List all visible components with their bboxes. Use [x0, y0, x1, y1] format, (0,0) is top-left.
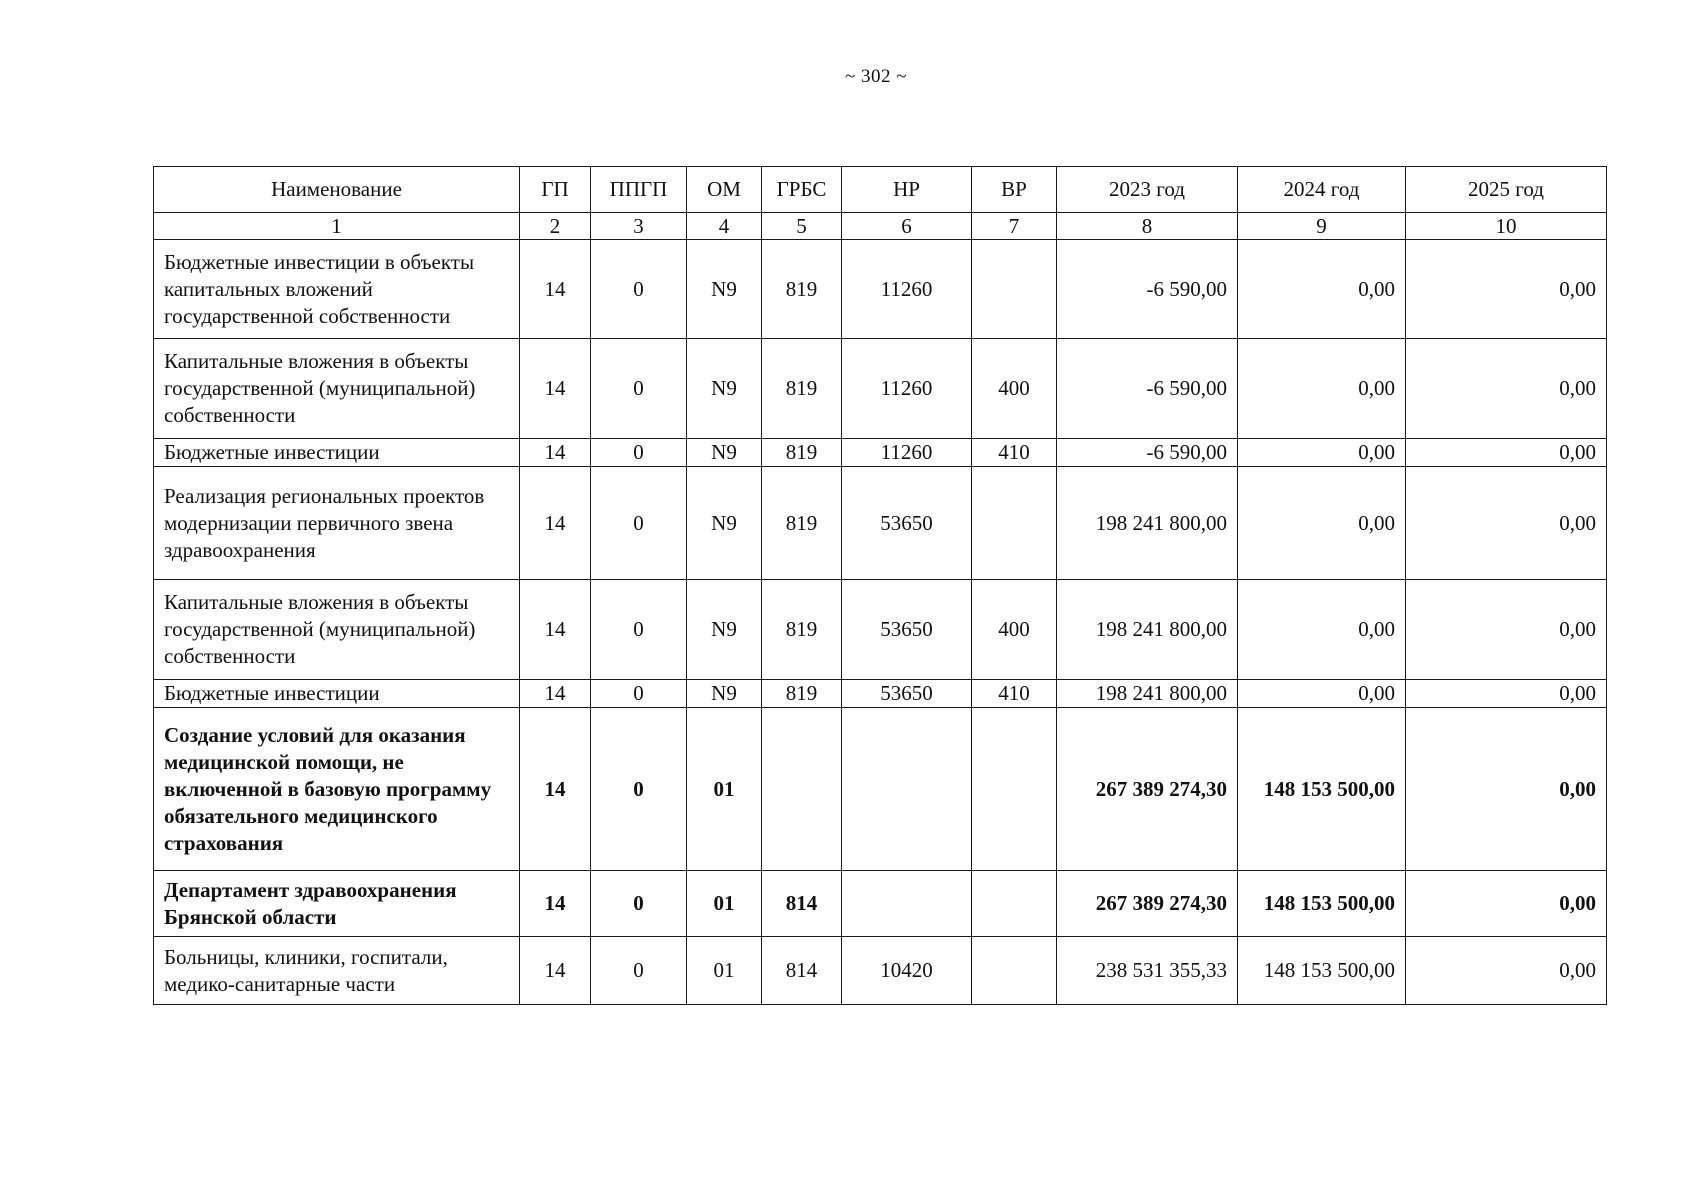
column-number-cell: 10 [1406, 213, 1607, 240]
column-number-cell: 5 [762, 213, 842, 240]
nr-cell [842, 871, 972, 937]
name-cell: Создание условий для оказания медицинской помощи, не включенной в базовую программу обязательного медицинского страхования [154, 708, 520, 871]
table-row [154, 240, 1607, 339]
name-cell: Бюджетные инвестиции [154, 680, 520, 708]
gp-cell: 14 [520, 680, 591, 708]
amount-2025-cell: 0,00 [1406, 680, 1607, 708]
amount-2024-cell: 148 153 500,00 [1238, 871, 1406, 937]
amount-2023-cell: 198 241 800,00 [1057, 467, 1238, 580]
header-cell: ГРБС [762, 167, 842, 213]
table-row [154, 680, 1607, 708]
amount-2023-cell: 267 389 274,30 [1057, 708, 1238, 871]
om-cell: N9 [687, 680, 762, 708]
table-row [154, 708, 1607, 871]
grbs-cell [762, 708, 842, 871]
grbs-cell: 814 [762, 871, 842, 937]
vr-cell [972, 937, 1057, 1005]
nr-cell [842, 708, 972, 871]
amount-2023-cell: 238 531 355,33 [1057, 937, 1238, 1005]
amount-2024-cell: 0,00 [1238, 680, 1406, 708]
vr-cell: 410 [972, 439, 1057, 467]
ppgp-cell: 0 [591, 580, 687, 680]
gp-cell: 14 [520, 240, 591, 339]
grbs-cell: 819 [762, 439, 842, 467]
name-cell: Реализация региональных проектов модернизации первичного звена здравоохранения [154, 467, 520, 580]
gp-cell: 14 [520, 580, 591, 680]
header-cell: ОМ [687, 167, 762, 213]
name-cell: Бюджетные инвестиции [154, 439, 520, 467]
header-cell: ППГП [591, 167, 687, 213]
om-cell: 01 [687, 708, 762, 871]
nr-cell: 53650 [842, 467, 972, 580]
amount-2023-cell: -6 590,00 [1057, 240, 1238, 339]
grbs-cell: 819 [762, 467, 842, 580]
gp-cell: 14 [520, 937, 591, 1005]
amount-2024-cell: 0,00 [1238, 580, 1406, 680]
nr-cell: 10420 [842, 937, 972, 1005]
om-cell: N9 [687, 339, 762, 439]
header-cell: 2024 год [1238, 167, 1406, 213]
page-number: ~ 302 ~ [844, 66, 908, 87]
column-number-cell: 1 [154, 213, 520, 240]
amount-2025-cell: 0,00 [1406, 871, 1607, 937]
table-row [154, 467, 1607, 580]
ppgp-cell: 0 [591, 708, 687, 871]
amount-2023-cell: 267 389 274,30 [1057, 871, 1238, 937]
om-cell: N9 [687, 467, 762, 580]
header-cell: 2025 год [1406, 167, 1607, 213]
amount-2023-cell: 198 241 800,00 [1057, 580, 1238, 680]
ppgp-cell: 0 [591, 937, 687, 1005]
gp-cell: 14 [520, 339, 591, 439]
amount-2025-cell: 0,00 [1406, 580, 1607, 680]
amount-2024-cell: 0,00 [1238, 240, 1406, 339]
amount-2024-cell: 0,00 [1238, 339, 1406, 439]
name-cell: Капитальные вложения в объекты государственной (муниципальной) собственности [154, 339, 520, 439]
vr-cell: 400 [972, 580, 1057, 680]
header-cell: Наименование [154, 167, 520, 213]
nr-cell: 11260 [842, 240, 972, 339]
column-number-cell: 7 [972, 213, 1057, 240]
header-row [154, 167, 1607, 213]
gp-cell: 14 [520, 871, 591, 937]
table-body [154, 240, 1607, 1005]
amount-2023-cell: 198 241 800,00 [1057, 680, 1238, 708]
table-row [154, 937, 1607, 1005]
vr-cell [972, 708, 1057, 871]
ppgp-cell: 0 [591, 339, 687, 439]
name-cell: Департамент здравоохранения Брянской области [154, 871, 520, 937]
ppgp-cell: 0 [591, 680, 687, 708]
amount-2024-cell: 148 153 500,00 [1238, 937, 1406, 1005]
gp-cell: 14 [520, 467, 591, 580]
header-cell: ГП [520, 167, 591, 213]
column-number-cell: 8 [1057, 213, 1238, 240]
grbs-cell: 814 [762, 937, 842, 1005]
column-number-cell: 4 [687, 213, 762, 240]
ppgp-cell: 0 [591, 240, 687, 339]
table-row [154, 439, 1607, 467]
ppgp-cell: 0 [591, 871, 687, 937]
column-number-cell: 3 [591, 213, 687, 240]
amount-2024-cell: 0,00 [1238, 467, 1406, 580]
name-cell: Больницы, клиники, госпитали, медико-санитарные части [154, 937, 520, 1005]
om-cell: 01 [687, 937, 762, 1005]
amount-2025-cell: 0,00 [1406, 439, 1607, 467]
amount-2025-cell: 0,00 [1406, 339, 1607, 439]
grbs-cell: 819 [762, 240, 842, 339]
amount-2025-cell: 0,00 [1406, 937, 1607, 1005]
header-cell: 2023 год [1057, 167, 1238, 213]
column-number-row [154, 213, 1607, 240]
vr-cell [972, 871, 1057, 937]
nr-cell: 53650 [842, 580, 972, 680]
nr-cell: 53650 [842, 680, 972, 708]
nr-cell: 11260 [842, 339, 972, 439]
amount-2024-cell: 148 153 500,00 [1238, 708, 1406, 871]
grbs-cell: 819 [762, 339, 842, 439]
gp-cell: 14 [520, 439, 591, 467]
table-row [154, 339, 1607, 439]
name-cell: Капитальные вложения в объекты государственной (муниципальной) собственности [154, 580, 520, 680]
header-cell: НР [842, 167, 972, 213]
nr-cell: 11260 [842, 439, 972, 467]
amount-2025-cell: 0,00 [1406, 240, 1607, 339]
column-number-cell: 6 [842, 213, 972, 240]
ppgp-cell: 0 [591, 467, 687, 580]
amount-2024-cell: 0,00 [1238, 439, 1406, 467]
amount-2023-cell: -6 590,00 [1057, 439, 1238, 467]
table-row [154, 871, 1607, 937]
amount-2023-cell: -6 590,00 [1057, 339, 1238, 439]
vr-cell: 410 [972, 680, 1057, 708]
om-cell: N9 [687, 580, 762, 680]
amount-2025-cell: 0,00 [1406, 467, 1607, 580]
column-number-cell: 9 [1238, 213, 1406, 240]
om-cell: N9 [687, 439, 762, 467]
vr-cell: 400 [972, 339, 1057, 439]
header-cell: ВР [972, 167, 1057, 213]
budget-table [153, 166, 1607, 1005]
column-number-cell: 2 [520, 213, 591, 240]
vr-cell [972, 240, 1057, 339]
ppgp-cell: 0 [591, 439, 687, 467]
grbs-cell: 819 [762, 580, 842, 680]
om-cell: 01 [687, 871, 762, 937]
gp-cell: 14 [520, 708, 591, 871]
om-cell: N9 [687, 240, 762, 339]
amount-2025-cell: 0,00 [1406, 708, 1607, 871]
table-row [154, 580, 1607, 680]
name-cell: Бюджетные инвестиции в объекты капитальных вложений государственной собственности [154, 240, 520, 339]
vr-cell [972, 467, 1057, 580]
grbs-cell: 819 [762, 680, 842, 708]
